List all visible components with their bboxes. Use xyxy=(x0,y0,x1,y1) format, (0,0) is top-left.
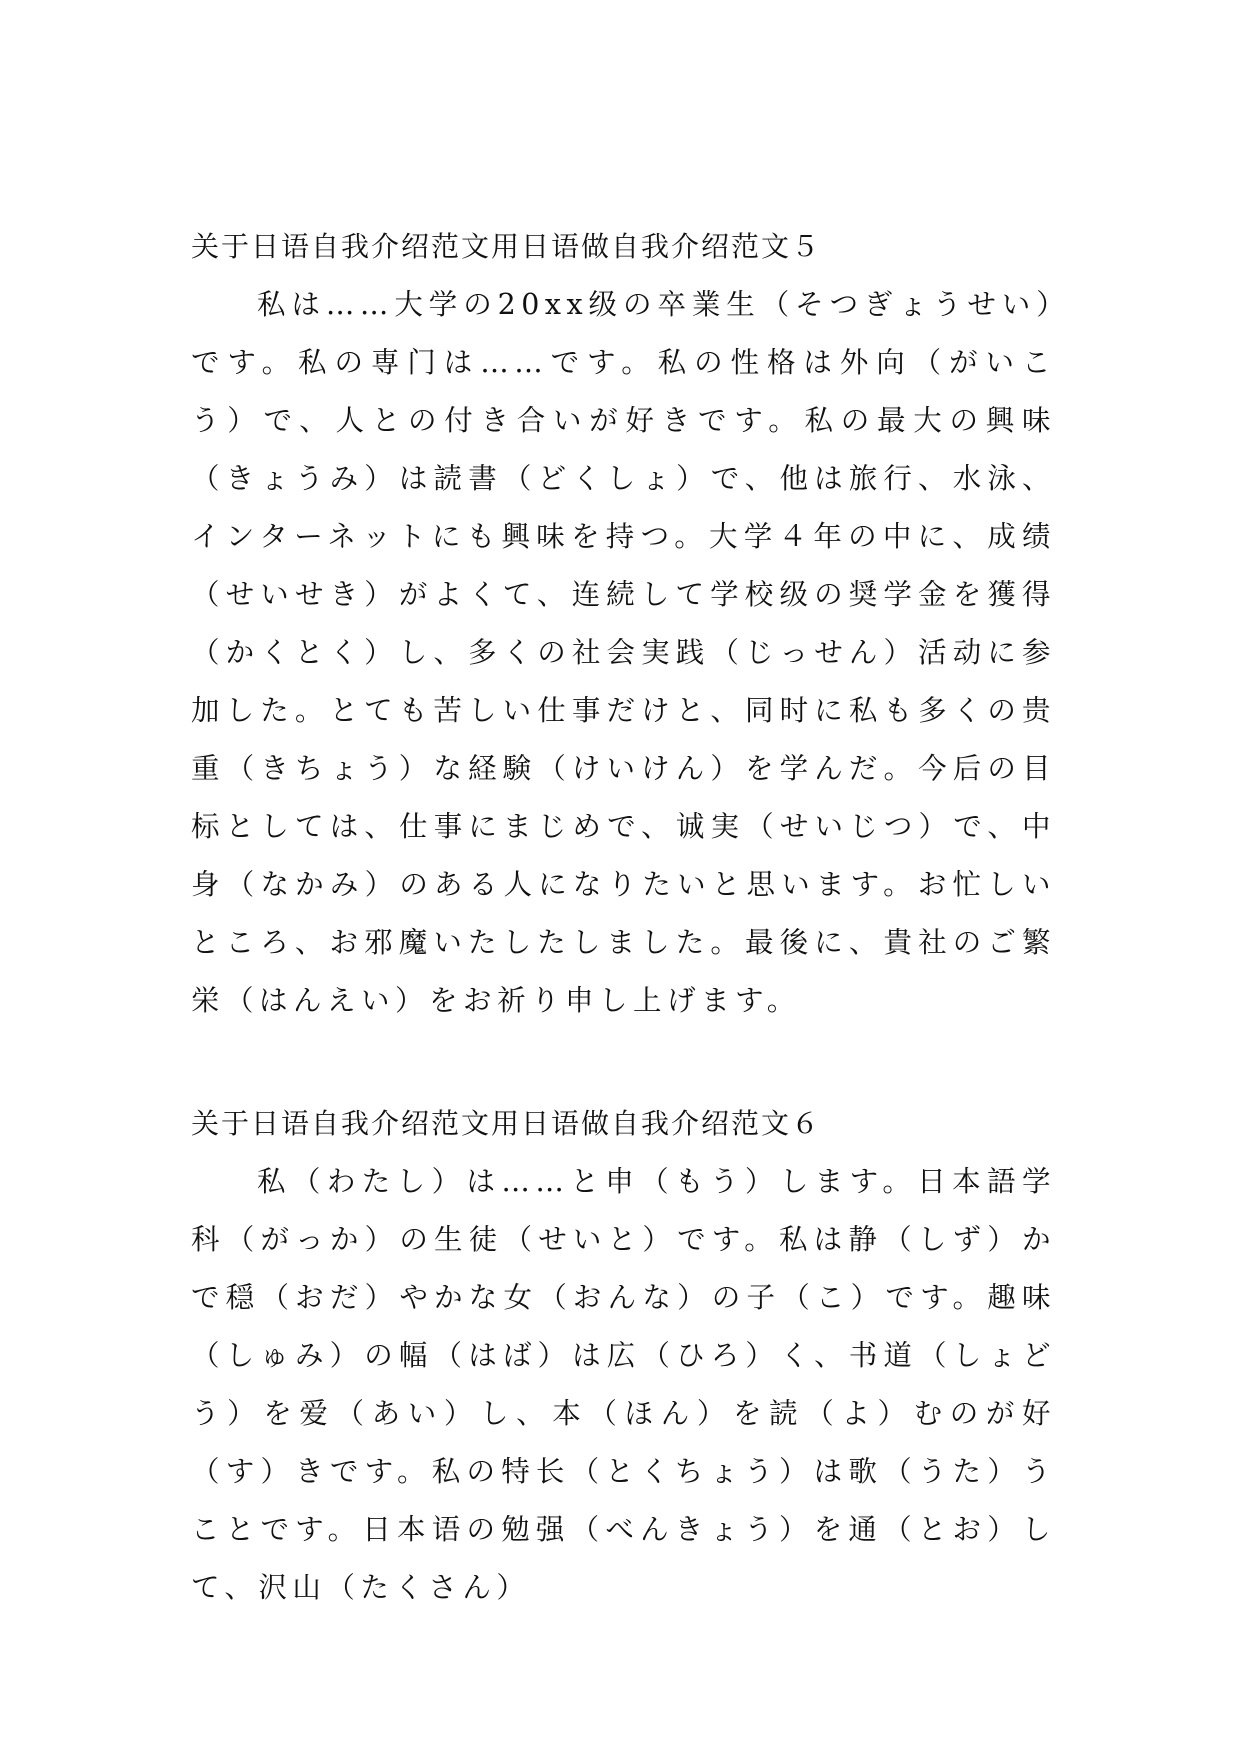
section-heading: 关于日语自我介绍范文用日语做自我介绍范文５ xyxy=(191,230,822,263)
section-heading: 关于日语自我介绍范文用日语做自我介绍范文６ xyxy=(191,1107,822,1140)
section-body: 私は……大学の20xx级の卒業生（そつぎょうせい）です。私の専门は……です。私の性格は外向（がいこう）で、人との付き合いが好きです。私の最大の興味（きょうみ）は読書（どくしょ）で、他は旅行、水泳、インターネットにも興味を持つ。大学４年の中に、成绩（せいせき）がよくて、连続して学校级の奨学金を獲得（かくとく）し、多くの社会実践（じっせん）活动に参加した。とても苦しい仕事だけと、同时に私も多くの贵重（きちょう）な経験（けいけん）を学んだ。今后の目标としては、仕事にまじめで、诚実（せいじつ）で、中身（なかみ）のある人になりたいと思います。お忙しいところ、お邪魔いたしたしました。最後に、貴社のご繁栄（はんえい）をお祈り申し上げます。 xyxy=(191,288,1056,1017)
section-body: 私（わたし）は……と申（もう）します。日本語学科（がっか）の生徒（せいと）です。私は静（しず）かで穏（おだ）やかな女（おんな）の子（こ）です。趣味（しゅみ）の幅（はば）は広（ひろ）く、书道（しょどう）を爱（あい）し、本（ほん）を読（よ）むのが好（す）きです。私の特长（とくちょう）は歌（うた）うことです。日本语の勉强（べんきょう）を通（とお）して、沢山（たくさん） xyxy=(191,1165,1056,1604)
essay-section-6 xyxy=(191,1095,1056,1617)
essay-section-5 xyxy=(191,218,1056,1030)
